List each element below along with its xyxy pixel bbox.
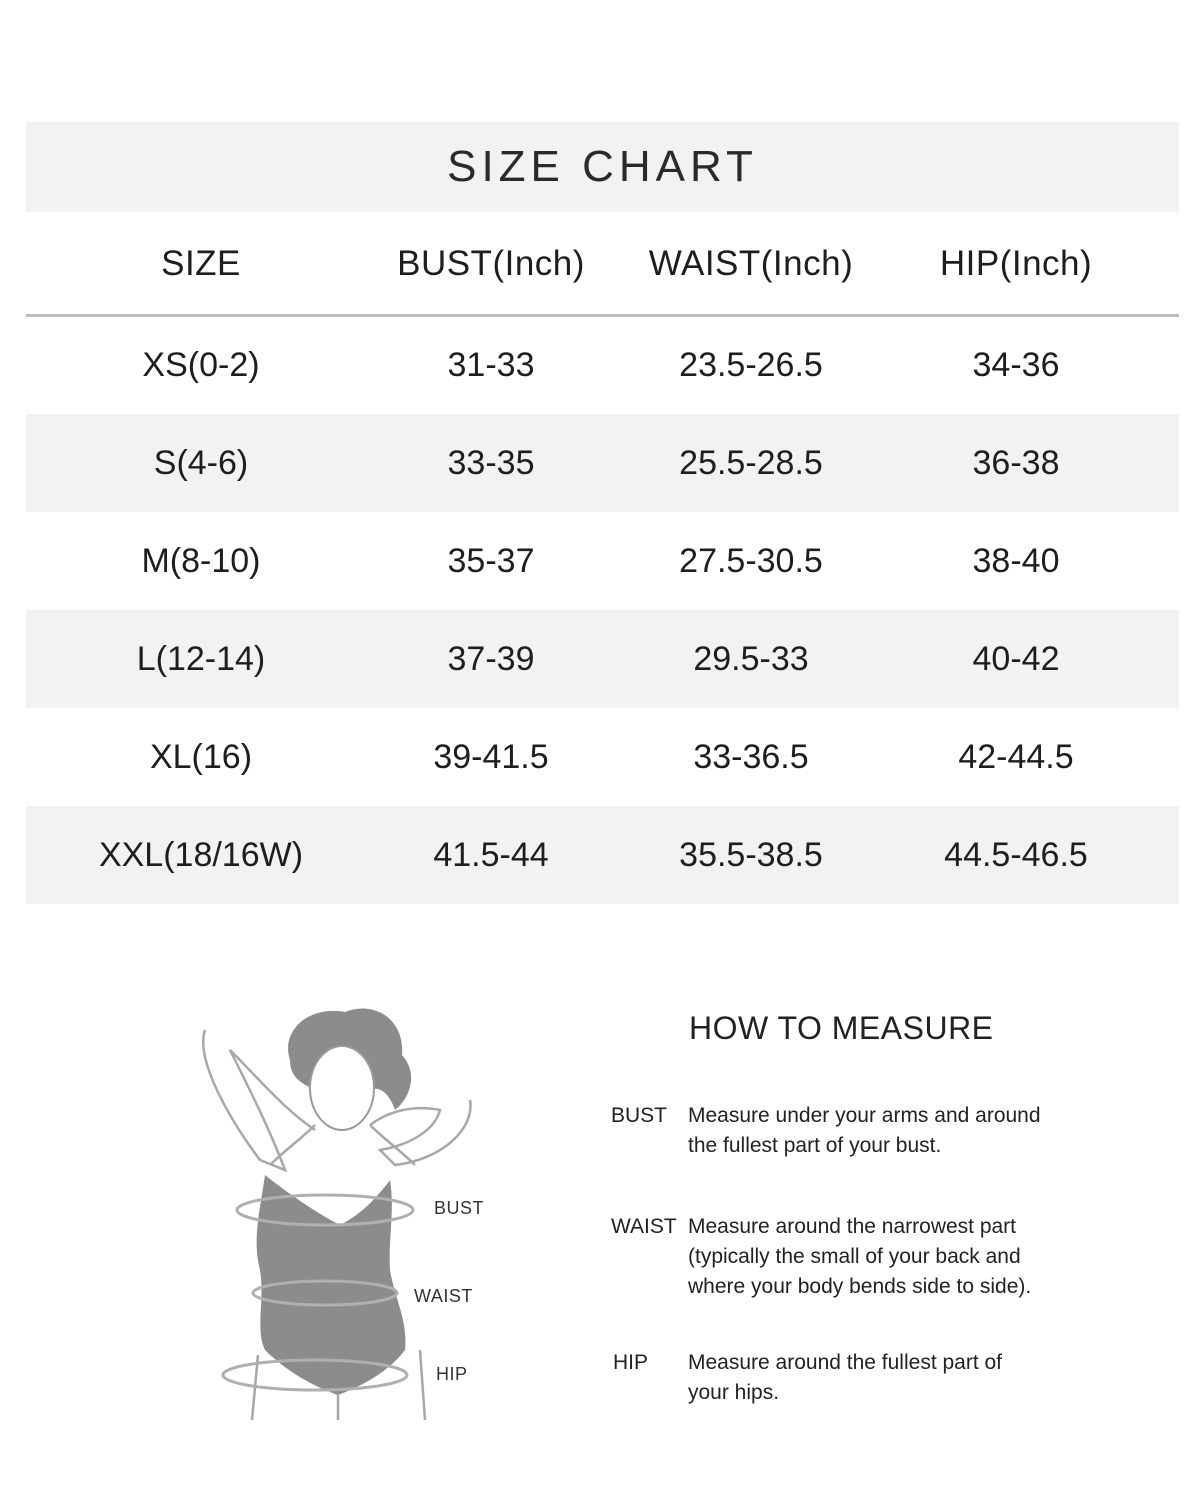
hip-cell: 40-42: [972, 639, 1060, 678]
size-cell: M(8-10): [141, 541, 261, 580]
table-row: [26, 708, 1179, 806]
waist-cell: 25.5-28.5: [679, 443, 823, 482]
measure-text-bust: [688, 1101, 1108, 1161]
size-cell: XXL(18/16W): [98, 835, 304, 874]
header-bust: BUST(Inch): [397, 244, 585, 283]
size-cell: S(4-6): [153, 443, 249, 482]
bust-cell: 37-39: [447, 639, 535, 678]
waist-cell: 33-36.5: [693, 737, 809, 776]
table-row: [26, 610, 1179, 708]
measure-line: Measure around the narrowest part: [688, 1215, 1017, 1238]
size-cell: XL(16): [149, 737, 253, 776]
waist-cell: 29.5-33: [693, 639, 809, 678]
measure-line: your hips.: [688, 1381, 780, 1404]
hip-cell: 42-44.5: [958, 737, 1074, 776]
measure-line: Measure under your arms and around: [688, 1104, 1041, 1127]
table-row: [26, 806, 1179, 904]
header-waist: WAIST(Inch): [648, 244, 854, 283]
waist-cell: 27.5-30.5: [679, 541, 823, 580]
page-title: SIZE CHART: [447, 142, 758, 191]
measure-text-waist: [688, 1212, 1108, 1302]
measure-line: the fullest part of your bust.: [688, 1134, 942, 1157]
hip-cell: 44.5-46.5: [944, 835, 1088, 874]
title-band: [26, 122, 1179, 212]
hip-cell: 36-38: [972, 443, 1060, 482]
measure-line: where your body bends side to side).: [688, 1275, 1032, 1298]
waist-cell: 35.5-38.5: [679, 835, 823, 874]
header-size: SIZE: [161, 244, 241, 283]
hip-cell: 34-36: [972, 345, 1060, 384]
measure-key-hip: HIP: [613, 1351, 649, 1374]
hip-cell: 38-40: [972, 541, 1060, 580]
bust-cell: 39-41.5: [433, 737, 549, 776]
size-cell: XS(0-2): [142, 345, 260, 384]
table-header-row: [26, 214, 1179, 317]
measure-text-hip: [688, 1348, 1108, 1408]
bust-cell: 41.5-44: [433, 835, 549, 874]
table-row: [26, 414, 1179, 512]
how-to-measure-title: HOW TO MEASURE: [689, 1010, 994, 1046]
measure-key-bust: BUST: [611, 1104, 668, 1127]
table-row: [26, 512, 1179, 610]
bust-cell: 31-33: [447, 345, 535, 384]
size-cell: L(12-14): [136, 639, 266, 678]
bust-cell: 33-35: [447, 443, 535, 482]
waist-cell: 23.5-26.5: [679, 345, 823, 384]
figure-label-waist: WAIST: [414, 1286, 473, 1306]
measure-key-waist: WAIST: [611, 1215, 677, 1238]
measure-line: (typically the small of your back and: [688, 1245, 1021, 1268]
figure-label-bust: BUST: [434, 1198, 485, 1218]
bust-cell: 35-37: [447, 541, 535, 580]
measure-line: Measure around the fullest part of: [688, 1351, 1003, 1374]
figure-label-hip: HIP: [436, 1364, 468, 1384]
header-hip: HIP(Inch): [939, 244, 1093, 283]
table-row: [26, 316, 1179, 414]
